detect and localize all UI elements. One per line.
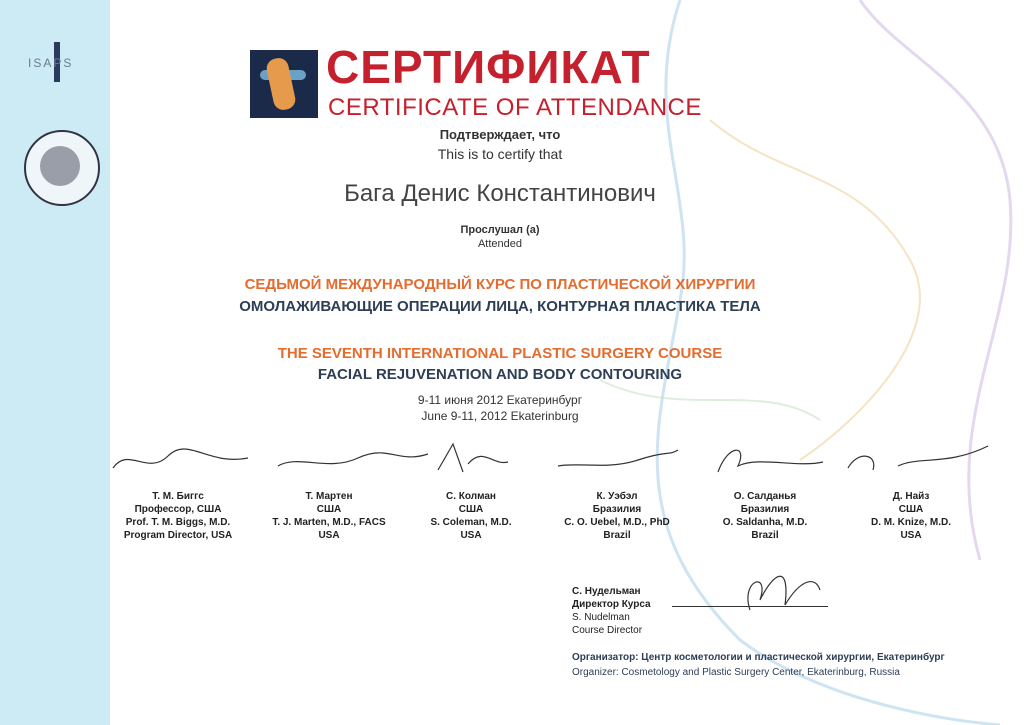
isaps-logo xyxy=(28,42,98,88)
organizer-text-ru: Организатор: Центр косметологии и пластической хирургии, Екатеринбург xyxy=(572,652,945,663)
signatory-title-ru: Профессор, США xyxy=(134,504,222,515)
course-emblem-image xyxy=(250,50,318,118)
signatory-name-en: S. Coleman, M.D. xyxy=(430,517,512,528)
signatory-uebel xyxy=(542,490,692,542)
course-date-ru: 9-11 июня 2012 Екатеринбург xyxy=(417,393,583,407)
certify-text-ru: Подтверждает, что xyxy=(439,127,561,142)
director-title-ru: Директор Курса xyxy=(572,599,651,610)
signatory-name-ru: С. Колман xyxy=(446,491,496,502)
signatory-name-en: Prof. T. M. Biggs, M.D. xyxy=(125,517,231,528)
signatory-name-ru: Т. М. Биггс xyxy=(152,491,204,502)
signature-biggs xyxy=(113,449,248,468)
certificate-title-en: CERTIFICATE OF ATTENDANCE xyxy=(328,94,702,121)
signature-coleman xyxy=(438,444,508,472)
course-subtitle-en: FACIAL REJUVENATION AND BODY CONTOURING xyxy=(317,366,683,383)
course-date-en: June 9-11, 2012 Ekaterinburg xyxy=(421,409,579,423)
signatory-title-en: Brazil xyxy=(603,530,631,541)
signatory-biggs xyxy=(103,490,253,542)
signatory-title-en: Brazil xyxy=(751,530,779,541)
center-seal-logo xyxy=(24,130,100,206)
signature-knize xyxy=(848,446,988,470)
certificate-title-ru: СЕРТИФИКАТ xyxy=(326,41,651,93)
course-subtitle-ru: ОМОЛАЖИВАЮЩИЕ ОПЕРАЦИИ ЛИЦА, КОНТУРНАЯ ПЛАСТИКА ТЕЛА xyxy=(239,298,761,315)
signature-uebel xyxy=(558,450,678,466)
signatory-name-en: D. M. Knize, M.D. xyxy=(871,517,951,528)
signatory-title-ru: Бразилия xyxy=(592,504,642,515)
course-director-block xyxy=(572,585,651,637)
signatory-name-en: T. J. Marten, M.D., FACS xyxy=(272,517,386,528)
course-title-ru: СЕДЬМОЙ МЕЖДУНАРОДНЫЙ КУРС ПО ПЛАСТИЧЕСКОЙ ХИРУРГИИ xyxy=(244,276,756,293)
signatory-name-ru: К. Уэбэл xyxy=(596,491,638,502)
signatory-name-en: O. Saldanha, M.D. xyxy=(722,517,808,528)
signatory-marten xyxy=(254,490,404,542)
signatory-knize xyxy=(836,490,986,542)
signatory-name-ru: Т. Мартен xyxy=(305,491,353,502)
signatory-name-ru: О. Салданья xyxy=(733,491,797,502)
director-name-en: S. Nudelman xyxy=(572,612,630,623)
signatory-title-ru: США xyxy=(898,504,924,515)
signatures-row xyxy=(108,436,998,480)
director-title-en: Course Director xyxy=(572,625,643,636)
left-color-band xyxy=(0,0,110,725)
director-name-ru: С. Нудельман xyxy=(572,586,641,597)
certify-text-en: This is to certify that xyxy=(437,146,563,162)
signatory-title-en: Program Director, USA xyxy=(123,530,233,541)
signatory-title-ru: Бразилия xyxy=(740,504,790,515)
isaps-logo-text: ISAPS xyxy=(28,56,74,70)
attended-text-en: Attended xyxy=(477,238,523,250)
signature-saldanha xyxy=(718,450,823,472)
signatory-title-ru: США xyxy=(316,504,342,515)
signatory-name-ru: Д. Найз xyxy=(892,491,930,502)
organizer-text-en: Organizer: Cosmetology and Plastic Surgery Center, Ekaterinburg, Russia xyxy=(572,667,900,678)
recipient-name: Бага Денис Константинович xyxy=(344,180,656,207)
signatory-name-en: C. O. Uebel, M.D., PhD xyxy=(564,517,670,528)
course-title-en: THE SEVENTH INTERNATIONAL PLASTIC SURGERY COURSE xyxy=(277,345,723,362)
signatory-saldanha xyxy=(690,490,840,542)
signatory-coleman xyxy=(396,490,546,542)
signatory-title-en: USA xyxy=(318,530,340,541)
attended-text-ru: Прослушал (а) xyxy=(460,224,540,236)
signatory-title-en: USA xyxy=(900,530,922,541)
signatory-title-ru: США xyxy=(458,504,484,515)
signature-nudelman xyxy=(730,560,830,620)
signatory-title-en: USA xyxy=(460,530,482,541)
signature-marten xyxy=(278,453,428,466)
